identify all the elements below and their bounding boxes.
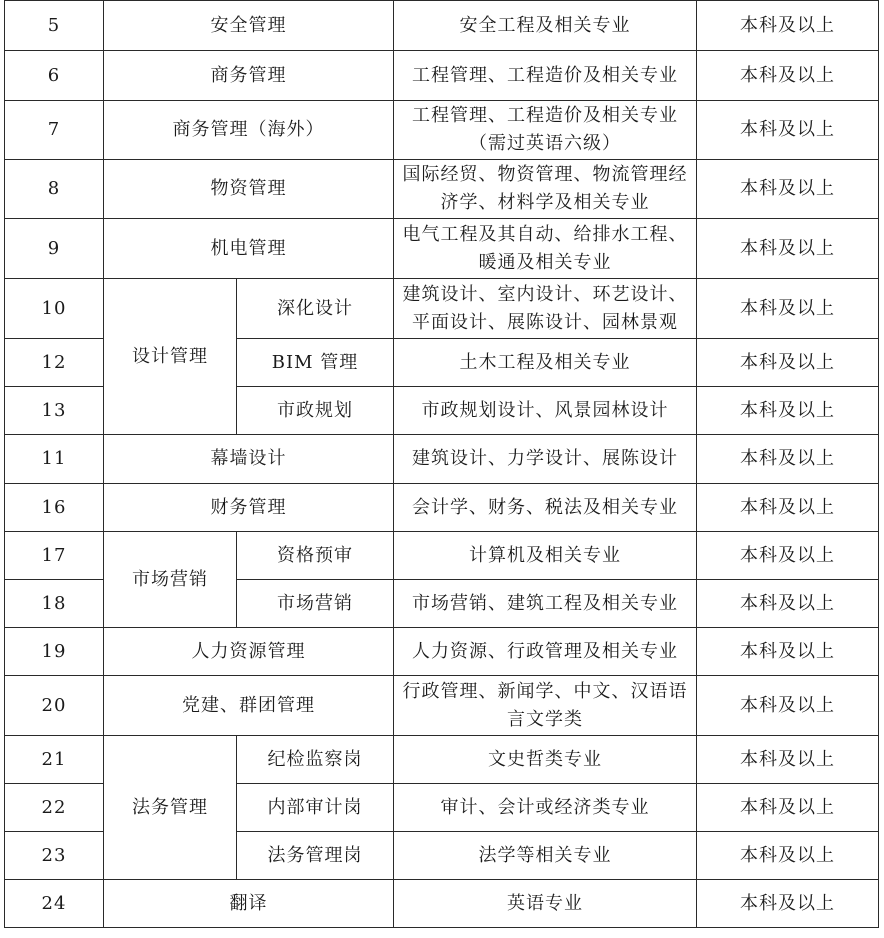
table-row: [5, 676, 879, 736]
position-name: 党建、群团管理: [104, 676, 394, 736]
row-number: 7: [5, 101, 104, 160]
major-requirement: 电气工程及其自动、给排水工程、 暖通及相关专业: [394, 219, 697, 279]
major-requirement: 建筑设计、室内设计、环艺设计、 平面设计、展陈设计、园林景观: [394, 279, 697, 339]
position-name: 资格预审: [237, 532, 394, 580]
row-number: 17: [5, 532, 104, 580]
education-requirement: 本科及以上: [697, 387, 879, 435]
position-name: 人力资源管理: [104, 628, 394, 676]
position-name: BIM 管理: [237, 339, 394, 387]
row-number: 5: [5, 1, 104, 51]
education-requirement: 本科及以上: [697, 832, 879, 880]
education-requirement: 本科及以上: [697, 532, 879, 580]
position-name: 市场营销: [237, 580, 394, 628]
position-name: 商务管理: [104, 51, 394, 101]
row-number: 9: [5, 219, 104, 279]
department-group: 法务管理: [104, 736, 237, 880]
row-number: 10: [5, 279, 104, 339]
education-requirement: 本科及以上: [697, 580, 879, 628]
position-name: 纪检监察岗: [237, 736, 394, 784]
row-number: 24: [5, 880, 104, 928]
table-row: [5, 101, 879, 160]
education-requirement: 本科及以上: [697, 219, 879, 279]
major-requirement: 审计、会计或经济类专业: [394, 784, 697, 832]
table-row: [5, 279, 879, 339]
row-number: 13: [5, 387, 104, 435]
position-name: 安全管理: [104, 1, 394, 51]
education-requirement: 本科及以上: [697, 435, 879, 484]
row-number: 23: [5, 832, 104, 880]
row-number: 6: [5, 51, 104, 101]
major-requirement: 人力资源、行政管理及相关专业: [394, 628, 697, 676]
major-requirement: 工程管理、工程造价及相关专业: [394, 51, 697, 101]
position-name: 物资管理: [104, 160, 394, 219]
major-requirement: 市政规划设计、风景园林设计: [394, 387, 697, 435]
major-requirement: 工程管理、工程造价及相关专业 （需过英语六级）: [394, 101, 697, 160]
department-group: 市场营销: [104, 532, 237, 628]
education-requirement: 本科及以上: [697, 160, 879, 219]
education-requirement: 本科及以上: [697, 279, 879, 339]
table-row: [5, 880, 879, 928]
row-number: 16: [5, 484, 104, 532]
major-requirement: 建筑设计、力学设计、展陈设计: [394, 435, 697, 484]
major-requirement: 行政管理、新闻学、中文、汉语语 言文学类: [394, 676, 697, 736]
major-requirement: 会计学、财务、税法及相关专业: [394, 484, 697, 532]
education-requirement: 本科及以上: [697, 784, 879, 832]
table-row: [5, 51, 879, 101]
row-number: 18: [5, 580, 104, 628]
table-row: [5, 435, 879, 484]
education-requirement: 本科及以上: [697, 628, 879, 676]
table-row: [5, 532, 879, 580]
row-number: 8: [5, 160, 104, 219]
major-requirement: 国际经贸、物资管理、物流管理经 济学、材料学及相关专业: [394, 160, 697, 219]
education-requirement: 本科及以上: [697, 1, 879, 51]
position-name: 市政规划: [237, 387, 394, 435]
table-row: [5, 736, 879, 784]
education-requirement: 本科及以上: [697, 101, 879, 160]
row-number: 12: [5, 339, 104, 387]
major-requirement: 法学等相关专业: [394, 832, 697, 880]
department-group: 设计管理: [104, 279, 237, 435]
education-requirement: 本科及以上: [697, 339, 879, 387]
row-number: 22: [5, 784, 104, 832]
education-requirement: 本科及以上: [697, 51, 879, 101]
row-number: 20: [5, 676, 104, 736]
major-requirement: 市场营销、建筑工程及相关专业: [394, 580, 697, 628]
position-name: 法务管理岗: [237, 832, 394, 880]
education-requirement: 本科及以上: [697, 676, 879, 736]
position-name: 深化设计: [237, 279, 394, 339]
table-row: [5, 160, 879, 219]
education-requirement: 本科及以上: [697, 880, 879, 928]
major-requirement: 安全工程及相关专业: [394, 1, 697, 51]
position-name: 幕墙设计: [104, 435, 394, 484]
table-row: [5, 484, 879, 532]
education-requirement: 本科及以上: [697, 736, 879, 784]
position-name: 机电管理: [104, 219, 394, 279]
education-requirement: 本科及以上: [697, 484, 879, 532]
major-requirement: 土木工程及相关专业: [394, 339, 697, 387]
requirements-table: [4, 0, 879, 928]
position-name: 翻译: [104, 880, 394, 928]
position-name: 商务管理（海外）: [104, 101, 394, 160]
row-number: 11: [5, 435, 104, 484]
table-row: [5, 219, 879, 279]
position-name: 内部审计岗: [237, 784, 394, 832]
position-name: 财务管理: [104, 484, 394, 532]
table-row: [5, 628, 879, 676]
major-requirement: 英语专业: [394, 880, 697, 928]
major-requirement: 计算机及相关专业: [394, 532, 697, 580]
row-number: 21: [5, 736, 104, 784]
major-requirement: 文史哲类专业: [394, 736, 697, 784]
row-number: 19: [5, 628, 104, 676]
table-row: [5, 1, 879, 51]
